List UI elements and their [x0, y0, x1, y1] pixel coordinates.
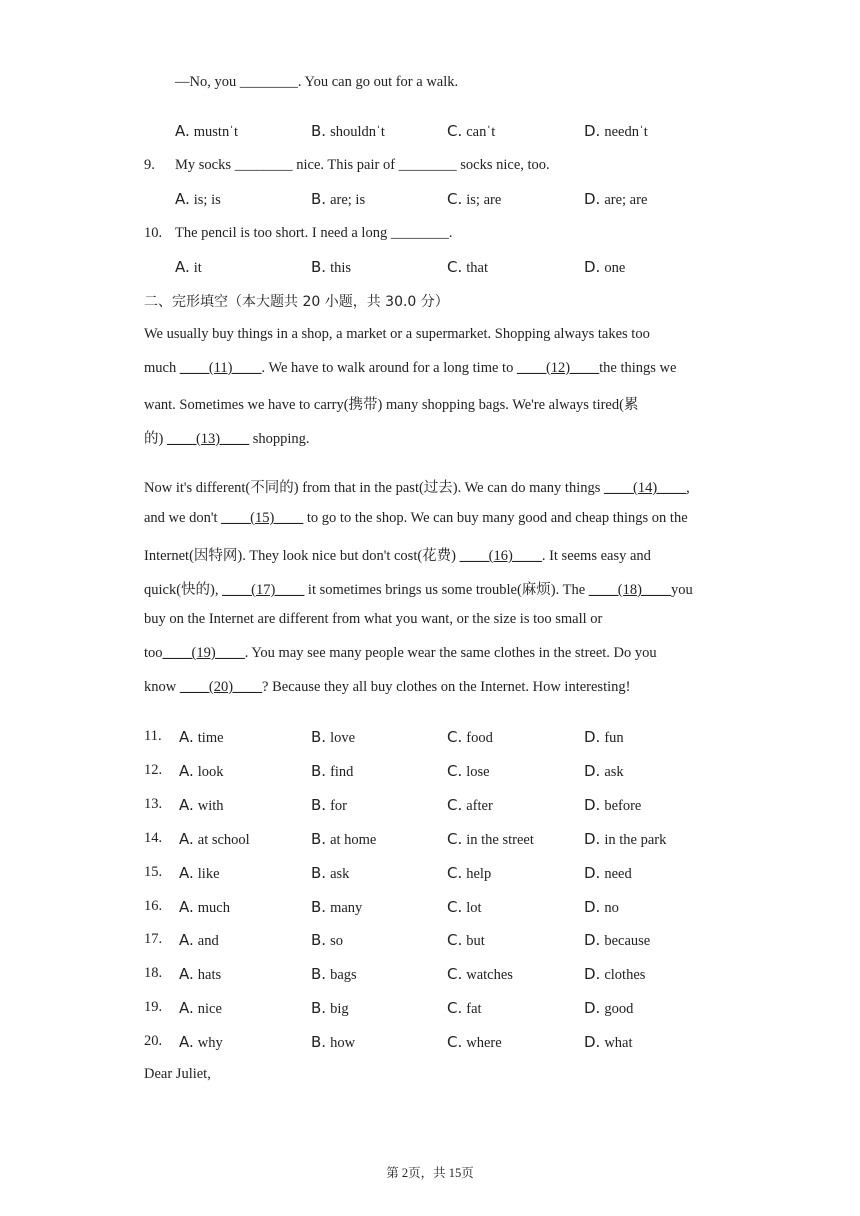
option-c: C. where: [447, 1033, 502, 1051]
option-a: A. why: [179, 1033, 223, 1051]
q8-dialogue-line: —No, you ________. You can go out for a walk.: [175, 74, 459, 90]
q10-number: 10.: [144, 225, 163, 241]
q9-options: [0, 190, 860, 210]
option-a: A. much: [179, 898, 230, 916]
q8-options: [0, 122, 860, 142]
q10-option-d: D. one: [584, 258, 626, 276]
passage-line: We usually buy things in a shop, a market or a supermarket. Shopping always takes too: [144, 326, 650, 342]
option-a: A. with: [179, 796, 224, 814]
blank-15: ____(15)____: [221, 510, 304, 526]
option-a: A. at school: [179, 830, 250, 848]
question-number: 15.: [144, 864, 163, 880]
option-d: D. in the park: [584, 830, 667, 848]
question-row: [0, 728, 860, 748]
option-a: A. time: [179, 728, 224, 746]
option-b: B. at home: [311, 830, 377, 848]
option-b: B. big: [311, 999, 349, 1017]
option-b: B. find: [311, 762, 354, 780]
option-d: D. what: [584, 1033, 633, 1051]
section-heading: 二、完形填空（本大题共 20 小题，共 30.0 分）: [144, 294, 449, 310]
blank-17: ____(17)____: [222, 582, 305, 598]
page-footer: 第 2页，共 15页: [386, 1166, 474, 1180]
q10-option-a: A. it: [175, 258, 202, 276]
question-row: [0, 965, 860, 985]
option-a: A. like: [179, 864, 220, 882]
option-c: C. watches: [447, 965, 513, 983]
option-c: C. in the street: [447, 830, 534, 848]
passage-line: and we don't ____(15)____ to go to the shop. We can buy many good and cheap things on the: [144, 510, 688, 526]
question-row: [0, 898, 860, 918]
option-a: A. hats: [179, 965, 222, 983]
passage-line: know ____(20)____? Because they all buy clothes on the Internet. How interesting!: [144, 679, 631, 695]
question-row: [0, 762, 860, 782]
option-b: B. many: [311, 898, 363, 916]
passage-line: Now it's different(不同的) from that in the past(过去). We can do many things ____(14)____,: [144, 480, 690, 496]
option-c: C. food: [447, 728, 493, 746]
blank-18: ____(18)____: [588, 582, 671, 598]
blank-20: ____(20)____: [179, 679, 263, 695]
passage-line: buy on the Internet are different from what you want, or the size is too small or: [144, 611, 603, 627]
question-number: 20.: [144, 1033, 163, 1049]
option-c: C. fat: [447, 999, 482, 1017]
q8-option-c: C. canˈt: [447, 122, 496, 140]
blank-19: ____(19)____: [162, 645, 245, 661]
q10-stem: The pencil is too short. I need a long ________.: [175, 225, 453, 241]
q10-option-b: B. this: [311, 258, 352, 276]
option-c: C. lose: [447, 762, 490, 780]
option-c: C. help: [447, 864, 492, 882]
option-b: B. ask: [311, 864, 350, 882]
option-d: D. before: [584, 796, 642, 814]
passage-line: Internet(因特网). They look nice but don't cost(花费) ____(16)____. It seems easy and: [144, 548, 651, 564]
option-b: B. for: [311, 796, 347, 814]
blank-11: ____(11)____: [179, 360, 262, 376]
blank-13: ____(13)____: [166, 431, 250, 447]
option-b: B. so: [311, 931, 343, 949]
option-c: C. after: [447, 796, 493, 814]
option-a: A. and: [179, 931, 219, 949]
blank-16: ____(16)____: [459, 548, 542, 564]
q8-option-d: D. neednˈt: [584, 122, 648, 140]
question-number: 18.: [144, 965, 163, 981]
blank-14: ____(14)____: [604, 480, 687, 496]
question-row: [0, 830, 860, 850]
passage-line: want. Sometimes we have to carry(携带) many shopping bags. We're always tired(累: [144, 397, 639, 413]
option-c: C. but: [447, 931, 485, 949]
question-number: 19.: [144, 999, 163, 1015]
option-a: A. nice: [179, 999, 222, 1017]
option-d: D. ask: [584, 762, 624, 780]
question-number: 16.: [144, 898, 163, 914]
q9-option-a: A. is; is: [175, 190, 221, 208]
question-number: 17.: [144, 931, 163, 947]
option-b: B. bags: [311, 965, 357, 983]
q8-option-a: A. mustnˈt: [175, 122, 239, 140]
question-row: [0, 931, 860, 951]
option-d: D. no: [584, 898, 619, 916]
question-number: 13.: [144, 796, 163, 812]
question-row: [0, 1033, 860, 1053]
q10-option-c: C. that: [447, 258, 488, 276]
q9-option-c: C. is; are: [447, 190, 502, 208]
letter-greeting: Dear Juliet,: [144, 1066, 211, 1082]
q9-number: 9.: [144, 157, 155, 173]
passage-line: too____(19)____. You may see many people wear the same clothes in the street. Do you: [144, 645, 657, 661]
passage-line: 的) ____(13)____ shopping.: [144, 431, 310, 447]
question-row: [0, 999, 860, 1019]
passage-line: much ____(11)____. We have to walk around for a long time to ____(12)____the things we: [144, 360, 677, 376]
option-d: D. good: [584, 999, 634, 1017]
option-b: B. love: [311, 728, 356, 746]
option-d: D. because: [584, 931, 651, 949]
question-number: 12.: [144, 762, 163, 778]
option-d: D. fun: [584, 728, 624, 746]
option-b: B. how: [311, 1033, 356, 1051]
q9-option-d: D. are; are: [584, 190, 648, 208]
question-number: 14.: [144, 830, 163, 846]
option-a: A. look: [179, 762, 224, 780]
q10-options: [0, 258, 860, 278]
passage-line: quick(快的), ____(17)____ it sometimes brings us some trouble(麻烦). The ____(18)____you: [144, 582, 693, 598]
option-d: D. need: [584, 864, 632, 882]
q9-stem: My socks ________ nice. This pair of ________ socks nice, too.: [175, 157, 550, 173]
q8-option-b: B. shouldnˈt: [311, 122, 385, 140]
q9-option-b: B. are; is: [311, 190, 366, 208]
option-d: D. clothes: [584, 965, 646, 983]
blank-12: ____(12)____: [516, 360, 600, 376]
question-number: 11.: [144, 728, 162, 744]
option-c: C. lot: [447, 898, 482, 916]
question-row: [0, 796, 860, 816]
question-row: [0, 864, 860, 884]
